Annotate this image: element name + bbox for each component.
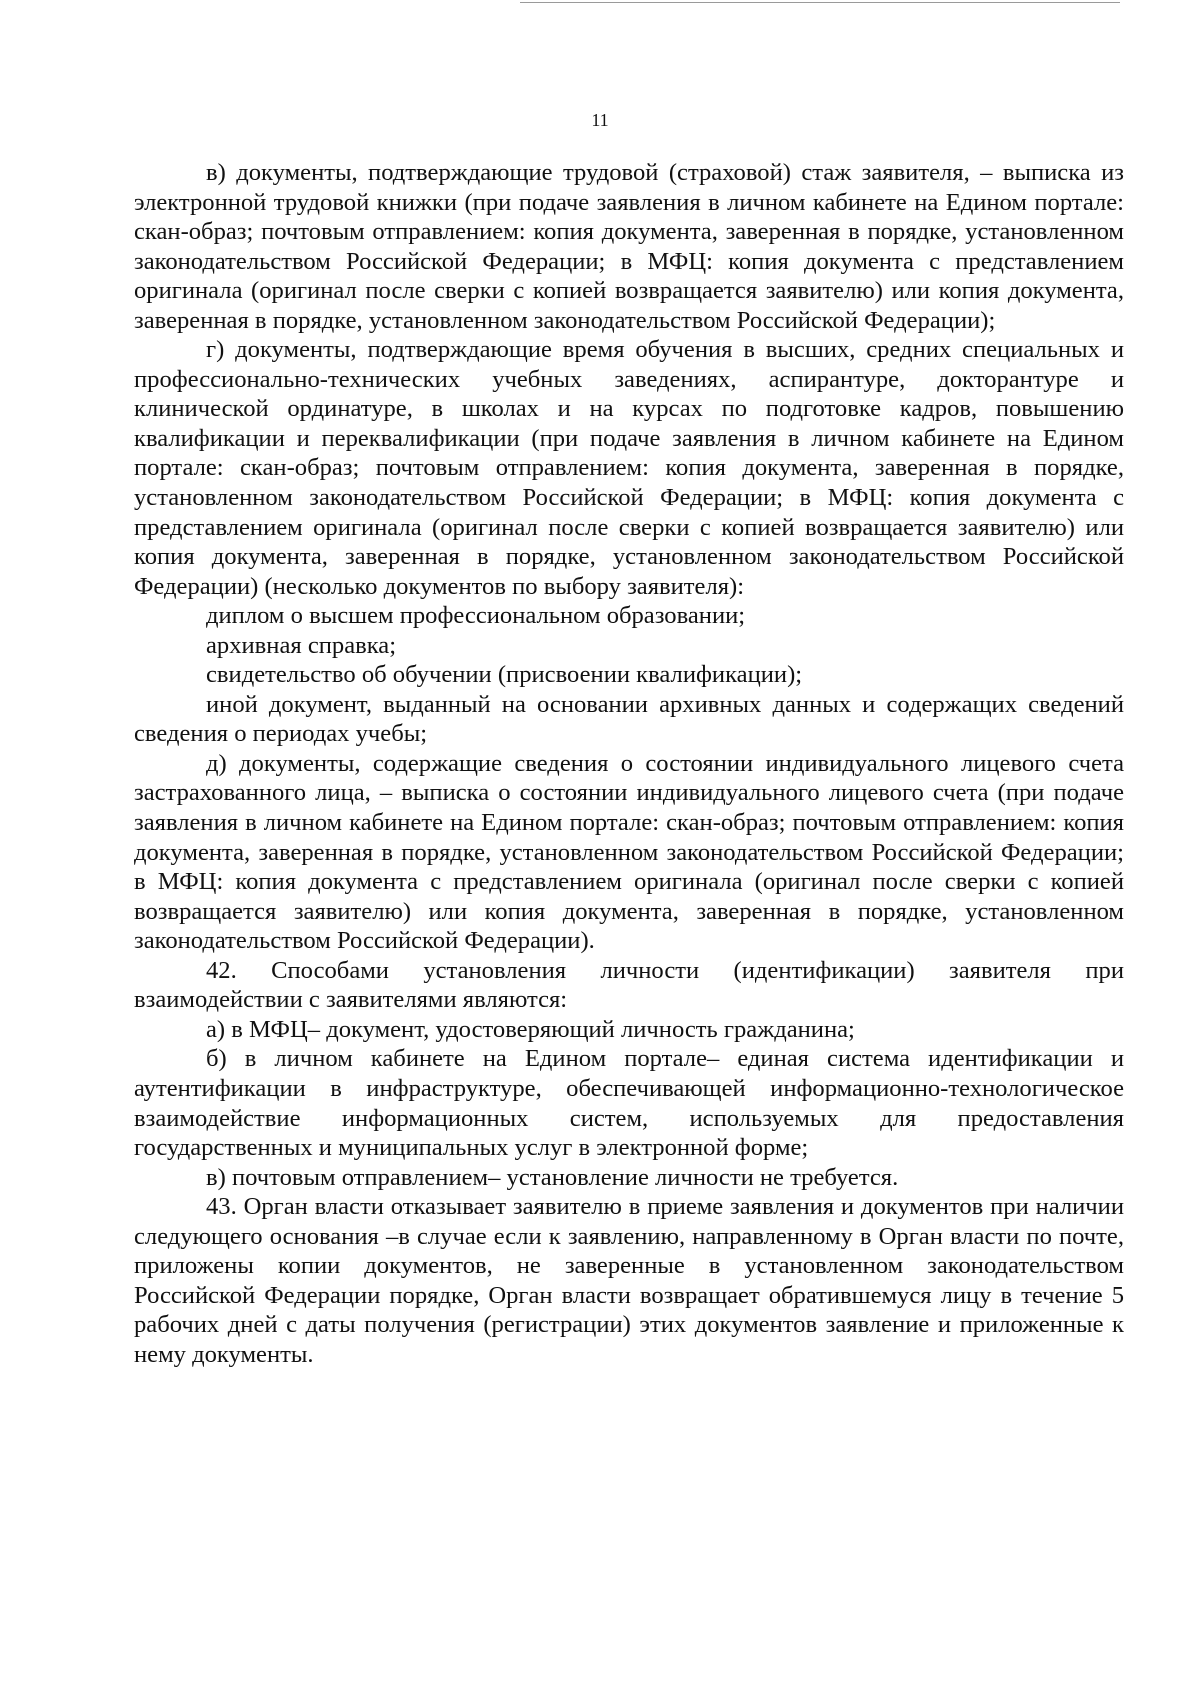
clause-42-item-v: в) почтовым отправлением– установление личности не требуется. bbox=[206, 1163, 899, 1191]
top-border-line bbox=[520, 2, 1120, 3]
page-number: 11 bbox=[591, 110, 609, 130]
clause-42-item-a: а) в МФЦ– документ, удостоверяющий личность гражданина; bbox=[206, 1015, 855, 1043]
clause-42-identification-methods: 42. Способами установления личности (идентификации) заявителя при взаимодействии с заявителями являются: bbox=[134, 956, 1124, 1014]
paragraph-g-education-time: г) документы, подтверждающие время обучения в высших, средних специальных и профессионально-технических учебных заведениях, аспирантуре, докторантуре и клинической ординатуре, в школах и на курсах по подготовке кадров, повышению квалификации и переквалификации (при подаче заявления в личном кабинете на Едином портале: скан-образ; почтовым отправлением: копия документа, заверенная в порядке, установленном законодательством Российской Федерации; в МФЦ: копия документа с представлением оригинала (оригинал после сверки с копией возвращается заявителю) или копия документа, заверенная в порядке, установленном законодательством Российской Федерации) (несколько документов по выбору заявителя): bbox=[134, 336, 1124, 600]
list-item-diploma: диплом о высшем профессиональном образовании; bbox=[206, 602, 746, 630]
list-item-training-certificate: свидетельство об обучении (присвоении квалификации); bbox=[206, 661, 803, 689]
clause-43-refusal-grounds: 43. Орган власти отказывает заявителю в приеме заявления и документов при наличии следующего основания –в случае если к заявлению, направленному в Орган власти по почте, приложены копии документов, не заверенные в установленном законодательством Российской Федерации порядке, Орган власти возвращает обратившемуся лицу в течение 5 рабочих дней с даты получения (регистрации) этих документов заявление и приложенные к нему документы. bbox=[134, 1193, 1124, 1368]
clause-42-item-b: б) в личном кабинете на Едином портале– единая система идентификации и аутентификации в инфраструктуре, обеспечивающей информационно-технологическое взаимодействие информационных систем, используемых для предоставления государственных и муниципальных услуг в электронной форме; bbox=[134, 1045, 1124, 1162]
list-item-archive-certificate: архивная справка; bbox=[206, 631, 397, 659]
paragraph-d-personal-account: д) документы, содержащие сведения о состоянии индивидуального лицевого счета застрахованного лица, – выписка о состоянии индивидуального лицевого счета (при подаче заявления в личном кабинете на Едином портале: скан-образ; почтовым отправлением: копия документа, заверенная в порядке, установленном законодательством Российской Федерации; в МФЦ: копия документа с представлением оригинала (оригинал после сверки с копией возвращается заявителю) или копия документа, заверенная в порядке, установленном законодательством Российской Федерации). bbox=[134, 749, 1124, 955]
list-item-other-document: иной документ, выданный на основании архивных данных и содержащих сведений сведения о периодах учебы; bbox=[134, 690, 1124, 748]
document-body bbox=[134, 158, 1124, 1369]
paragraph-v-work-experience: в) документы, подтверждающие трудовой (страховой) стаж заявителя, – выписка из электронной трудовой книжки (при подаче заявления в личном кабинете на Едином портале: скан-образ; почтовым отправлением: копия документа, заверенная в порядке, установленном законодательством Российской Федерации; в МФЦ: копия документа с представлением оригинала (оригинал после сверки с копией возвращается заявителю) или копия документа, заверенная в порядке, установленном законодательством Российской Федерации); bbox=[134, 159, 1124, 334]
